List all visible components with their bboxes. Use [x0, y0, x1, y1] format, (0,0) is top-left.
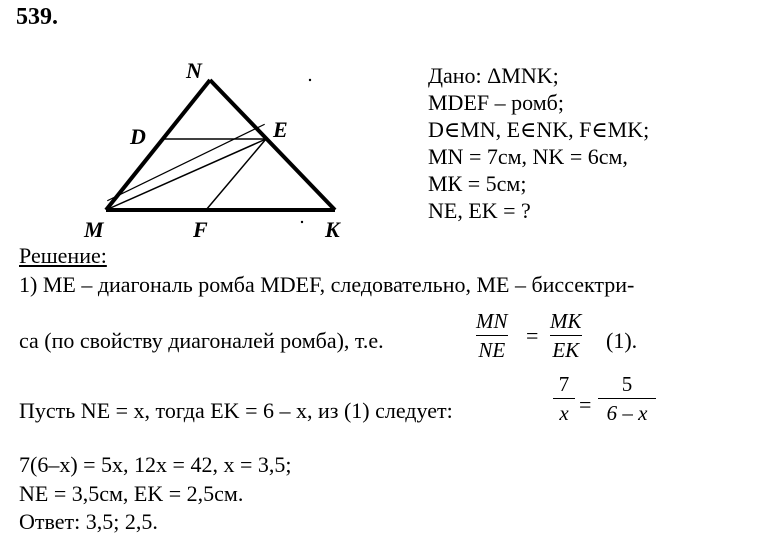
- solution-line-2: са (по свойству диагоналей ромба), т.е.: [19, 328, 384, 353]
- label-e: E: [273, 117, 288, 142]
- equals-sign-2: =: [579, 392, 592, 417]
- solution-heading: Решение:: [19, 243, 107, 268]
- label-d: D: [130, 124, 146, 149]
- label-m: M: [84, 217, 104, 242]
- solution-line-3: Пусть NE = x, тогда EK = 6 – x, из (1) следует:: [19, 398, 453, 423]
- given-line-4: MN = 7см, NK = 6см,: [428, 144, 628, 169]
- label-n: N: [186, 58, 202, 83]
- fraction-7-x: 7 x: [553, 372, 575, 425]
- fraction-mn-ne: MN NE: [476, 309, 508, 362]
- side-mn: [106, 80, 210, 210]
- fraction-5-6x: 5 6 – x: [598, 372, 656, 425]
- given-line-2: MDEF – ромб;: [428, 90, 564, 115]
- given-line-5: МК = 5см;: [428, 171, 527, 196]
- segment-ef: [206, 139, 266, 210]
- label-f: F: [193, 217, 208, 242]
- given-line-6: NE, EK = ?: [428, 198, 531, 223]
- fraction-mk-ek: MK EK: [550, 309, 582, 362]
- given-line-1: Дано: ΔMNK;: [428, 63, 559, 88]
- solution-line-5: NE = 3,5см, EK = 2,5см.: [19, 481, 244, 506]
- label-k: K: [325, 217, 340, 242]
- reference-1: (1).: [606, 328, 638, 353]
- solution-line-4: 7(6–x) = 5x, 12x = 42, x = 3,5;: [19, 452, 292, 477]
- given-line-3: D∈MN, E∈NK, F∈MK;: [428, 117, 650, 142]
- answer-line: Ответ: 3,5; 2,5.: [19, 509, 158, 534]
- side-nk: [210, 80, 335, 210]
- problem-number: 539.: [16, 4, 58, 30]
- equals-sign-1: =: [526, 323, 539, 348]
- solution-line-1: 1) ME – диагональ ромба MDEF, следовательно, ME – биссектри-: [19, 272, 635, 297]
